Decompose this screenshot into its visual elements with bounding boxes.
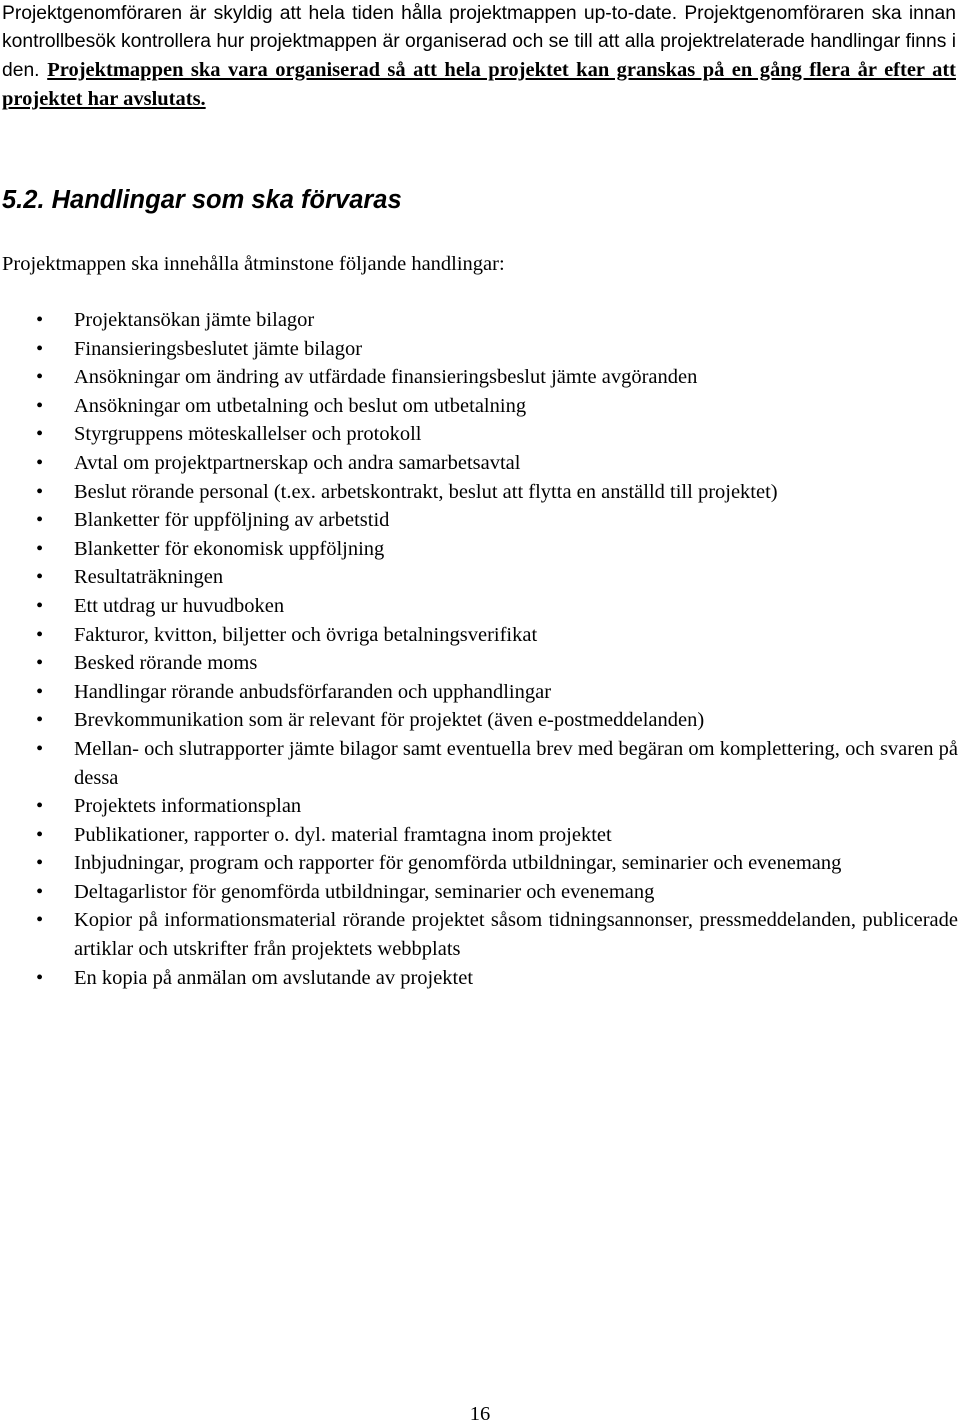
list-item [0, 363, 958, 392]
list-item [0, 735, 958, 792]
list-item [0, 306, 958, 335]
page-number: 16 [469, 1403, 491, 1425]
bullet-icon: • [36, 337, 44, 360]
list-item [0, 849, 958, 878]
list-item [0, 563, 958, 592]
list-item-text: Ansökningar om ändring av utfärdade finansieringsbeslut jämte avgöranden [74, 366, 698, 389]
list-item [0, 535, 958, 564]
bullet-icon: • [36, 966, 44, 989]
list-item-text: Styrgruppens möteskallelser och protokoll [74, 423, 422, 446]
list-item [0, 478, 958, 507]
bullet-icon: • [36, 623, 44, 646]
list-item [0, 335, 958, 364]
list-item-text: Inbjudningar, program och rapporter för genomförda utbildningar, seminarier och evenemang [74, 852, 842, 875]
list-item-text: Ett utdrag ur huvudboken [74, 594, 285, 617]
list-item-text: Ansökningar om utbetalning och beslut om utbetalning [74, 394, 527, 417]
list-item-text: Mellan- och slutrapporter jämte bilagor samt eventuella brev med begäran om komplettering, och svaren på dessa [74, 737, 958, 789]
list-item [0, 706, 958, 735]
list-item-text: Handlingar rörande anbudsförfaranden och upphandlingar [74, 680, 552, 703]
list-item-text: Finansieringsbeslutet jämte bilagor [74, 337, 363, 360]
list-item-text: Projektets informationsplan [74, 795, 302, 818]
list-item-text: Fakturor, kvitton, biljetter och övriga betalningsverifikat [74, 623, 538, 646]
list-item-text: Publikationer, rapporter o. dyl. material framtagna inom projektet [74, 823, 612, 846]
list-item-text: Blanketter för ekonomisk uppföljning [74, 537, 385, 560]
bullet-icon: • [36, 909, 44, 932]
bullet-icon: • [36, 451, 44, 474]
bullet-icon: • [36, 823, 44, 846]
bullet-icon: • [36, 366, 44, 389]
bullet-icon: • [36, 566, 44, 589]
bullet-icon: • [36, 537, 44, 560]
list-item-text: En kopia på anmälan om avslutande av projektet [74, 966, 474, 989]
document-list [0, 306, 958, 992]
list-item [0, 592, 958, 621]
bullet-icon: • [36, 394, 44, 417]
list-item-text: Blanketter för uppföljning av arbetstid [74, 509, 390, 532]
list-item [0, 420, 958, 449]
list-item-text: Deltagarlistor för genomförda utbildningar, seminarier och evenemang [74, 880, 655, 903]
list-item [0, 964, 958, 993]
bullet-icon: • [36, 852, 44, 875]
list-item [0, 906, 958, 963]
intro-paragraph [2, 0, 956, 114]
list-item-text: Brevkommunikation som är relevant för projektet (även e-postmeddelanden) [74, 709, 705, 732]
bullet-icon: • [36, 594, 44, 617]
bullet-icon: • [36, 309, 44, 331]
list-item [0, 678, 958, 707]
section-lead: Projektmappen ska innehålla åtminstone följande handlingar: [2, 253, 505, 275]
list-item [0, 621, 958, 650]
bullet-icon: • [36, 509, 44, 532]
bullet-icon: • [36, 880, 44, 903]
bullet-icon: • [36, 652, 44, 675]
list-item-text: Beslut rörande personal (t.ex. arbetskontrakt, beslut att flytta en anställd till projektet) [74, 480, 778, 503]
bullet-icon: • [36, 480, 44, 503]
list-item [0, 792, 958, 821]
bullet-icon: • [36, 795, 44, 818]
list-item-text: Besked rörande moms [74, 652, 258, 675]
bullet-icon: • [36, 423, 44, 446]
list-item-text: Avtal om projektpartnerskap och andra samarbetsavtal [74, 451, 521, 474]
bullet-icon: • [36, 709, 44, 732]
intro-text: Projektgenomföraren är skyldig att hela tiden hålla projektmappen up-to-date. Projektgenomföraren ska innan kontrollbesök kontrollera hur projektmappen är organiserad och se till att alla projektrelaterade handlingar finns i den. [2, 3, 956, 81]
list-item [0, 649, 958, 678]
section-heading: 5.2. Handlingar som ska förvaras [2, 186, 402, 214]
bullet-icon: • [36, 680, 44, 703]
list-item-text: Kopior på informationsmaterial rörande projektet såsom tidningsannonser, pressmeddelanden, publicerade artiklar och utskrifter från projektets webbplats [74, 909, 958, 961]
intro-emphasis: Projektmappen ska vara organiserad så att hela projektet kan granskas på en gång flera år efter att projektet har avslutats. [2, 59, 956, 110]
list-item [0, 506, 958, 535]
list-item [0, 392, 958, 421]
list-item [0, 449, 958, 478]
list-item [0, 821, 958, 850]
list-item-text: Projektansökan jämte bilagor [74, 309, 315, 331]
list-item-text: Resultaträkningen [74, 566, 224, 589]
list-item [0, 878, 958, 907]
bullet-icon: • [36, 737, 44, 760]
